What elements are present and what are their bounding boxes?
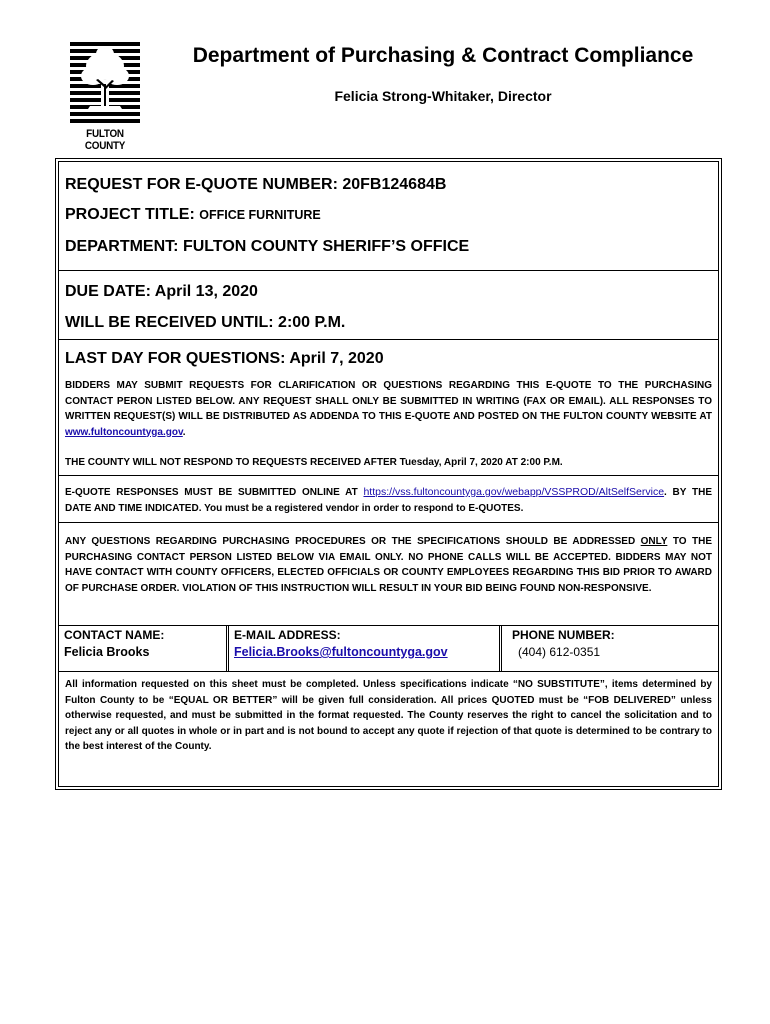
no-response-notice: THE COUNTY WILL NOT RESPOND TO REQUESTS RECEIVED AFTER Tuesday, April 7, 2020 AT 2:00 P.M.	[65, 457, 563, 468]
submission-text: E-QUOTE RESPONSES MUST BE SUBMITTED ONLINE AT	[65, 487, 364, 498]
department-label: DEPARTMENT:	[65, 238, 179, 255]
submission-text-end: . BY THE DATE AND TIME INDICATED. You must be a registered vendor in order to respond to E-QUOTES.	[65, 487, 712, 514]
vendor-portal-link[interactable]: https://vss.fultoncountyga.gov/webapp/VSSPROD/AltSelfService	[363, 486, 665, 498]
contact-name-cell	[59, 626, 226, 672]
department-line	[65, 238, 469, 256]
fulton-county-logo	[66, 40, 144, 152]
phone-cell	[502, 626, 718, 672]
due-date: April 13, 2020	[154, 283, 258, 300]
last-day-label: LAST DAY FOR QUESTIONS:	[65, 350, 286, 367]
department-name: FULTON COUNTY SHERIFF’S OFFICE	[182, 238, 470, 255]
tree-emblem-icon	[66, 40, 144, 126]
procedures-paragraph	[65, 534, 712, 596]
procedures-section	[59, 523, 718, 626]
project-title-label: PROJECT TITLE:	[65, 206, 195, 223]
phone-label: PHONE NUMBER:	[512, 628, 615, 642]
quote-form	[55, 158, 722, 790]
clarification-end: .	[182, 426, 186, 438]
quote-number: 20FB124684B	[342, 176, 447, 193]
project-title-line	[65, 206, 321, 224]
received-until-label: WILL BE RECEIVED UNTIL:	[65, 314, 274, 331]
questions-section	[59, 340, 718, 476]
contact-email-link[interactable]: Felicia.Brooks@fultoncountyga.gov	[234, 645, 448, 659]
project-title: OFFICE FURNITURE	[199, 208, 321, 222]
contact-section	[59, 626, 718, 672]
county-website-link[interactable]: www.fultoncountyga.gov	[65, 426, 183, 438]
only-emphasis: ONLY	[640, 536, 668, 547]
page-title: Department of Purchasing & Contract Compliance	[192, 44, 694, 67]
terms-paragraph: All information requested on this sheet must be completed. Unless specifications indicate “NO SUBSTITUTE”, items determined by Fulton County to be “EQUAL OR BETTER” will be given full consideration. All prices QUOTED must be “FOB DELIVERED” unless otherwise requested, and must be submitted in the format requested. The County reserves the right to cancel the solicitation and to reject any or all quotes in whole or in part and is not bound to accept any quote if rejection of that quote is determined to be contrary to the best interest of the County.	[65, 679, 712, 752]
procedures-text-end: TO THE PURCHASING CONTACT PERSON LISTED BELOW VIA EMAIL ONLY. NO PHONE CALLS WILL BE ACCEPTED. BIDDERS MAY NOT HAVE CONTACT WITH COUNTY OFFICERS, ELECTED OFFICIALS OR COUNTY EMPLOYEES REGARDING THIS BID PRIOR TO AWARD OF PURCHASE ORDER. VIOLATION OF THIS INSTRUCTION WILL RESULT IN YOUR BID BEING FOUND NON-RESPONSIVE.	[65, 536, 713, 594]
quote-number-line	[65, 176, 446, 194]
contact-name-label: CONTACT NAME:	[64, 628, 165, 642]
email-cell	[229, 626, 499, 672]
last-day-date: April 7, 2020	[289, 350, 384, 367]
due-date-label: DUE DATE:	[65, 283, 151, 300]
submission-paragraph	[65, 485, 712, 516]
clarification-text: BIDDERS MAY SUBMIT REQUESTS FOR CLARIFICATION OR QUESTIONS REGARDING THIS E-QUOTE TO THE PURCHASING CONTACT PERON LISTED BELOW. ANY REQUEST SHALL ONLY BE SUBMITTED IN WRITING (FAX OR EMAIL). ALL RESPONSES TO WRITTEN REQUEST(S) WILL BE DISTRIBUTED AS ADDENDA TO THIS E-QUOTE AND POSTED ON THE FULTON COUNTY WEBSITE AT	[65, 380, 712, 422]
due-date-line	[65, 283, 258, 301]
due-date-section	[59, 271, 718, 340]
email-label: E-MAIL ADDRESS:	[234, 628, 341, 642]
submission-section	[59, 476, 718, 523]
contact-phone: (404) 612-0351	[518, 645, 601, 659]
clarification-paragraph	[65, 378, 712, 440]
received-until-time: 2:00 P.M.	[278, 314, 346, 331]
quote-number-label: REQUEST FOR E-QUOTE NUMBER:	[65, 176, 338, 193]
received-until-line	[65, 314, 345, 332]
contact-name: Felicia Brooks	[64, 645, 150, 659]
logo-text: FULTON COUNTY	[84, 128, 126, 152]
procedures-text: ANY QUESTIONS REGARDING PURCHASING PROCEDURES OR THE SPECIFICATIONS SHOULD BE ADDRESSED	[65, 536, 641, 547]
director-name: Felicia Strong-Whitaker, Director	[334, 88, 552, 104]
quote-info-section	[59, 162, 718, 271]
terms-section	[59, 672, 718, 788]
last-day-line	[65, 350, 384, 368]
